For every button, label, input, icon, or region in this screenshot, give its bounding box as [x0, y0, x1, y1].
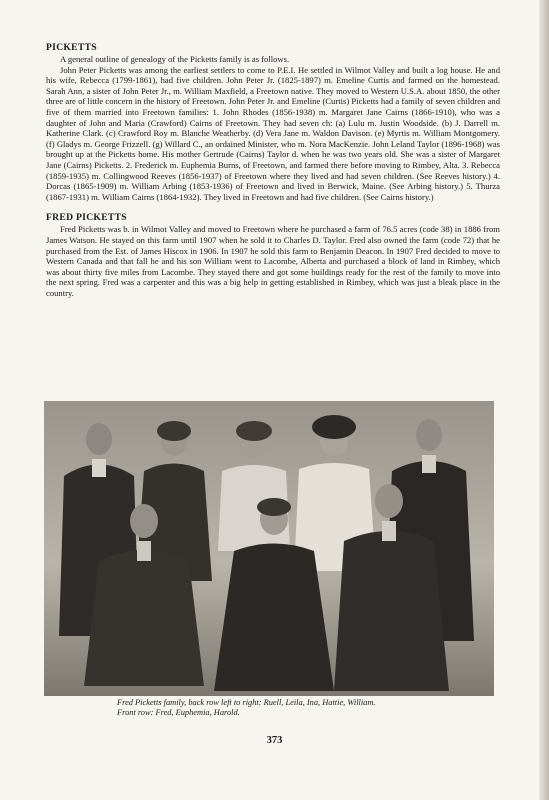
photo-caption-line-2: Front row: Fred, Euphemia, Harold. — [117, 708, 240, 718]
family-photograph — [44, 401, 494, 696]
family-photo-image — [44, 401, 494, 696]
page-number: 373 — [266, 735, 283, 746]
fred-picketts-paragraph: Fred Picketts was b. in Wilmot Valley and moved to Freetown where he purchased a farm of 76.5 acres (code 38) in 1886 from James Watson. He stayed on this farm until 1907 when he sold it to Charles D. Taylor. Fred also owned the farm (code 72) that he purchased from the Est. of James Hiscox in 1906. In 1907 he sold this farm to Benjamin Deacon. In 1907 Fred decided to move to Western Canada and that fall he and his son William went to Lacombe, Alberta and purchased a block of land in Rimbey, which was about thirty five miles from Lacombe. They stayed there and got some buildings ready for the rest of the family to move into the next spring. Fred was a carpenter and this was a big help in getting established in Rimbey, which was just a bleak place in the country. — [46, 224, 500, 298]
book-spine-shadow — [539, 0, 549, 800]
fred-picketts-heading: FRED PICKETTS — [46, 212, 127, 224]
photo-caption-line-1: Fred Picketts family, back row left to right: Ruell, Leila, Ina, Hattie, William. — [117, 698, 376, 707]
text-column — [46, 42, 500, 298]
picketts-intro-paragraph: A general outline of genealogy of the Picketts family is as follows. — [60, 54, 290, 64]
picketts-body-paragraph: John Peter Picketts was among the earliest settlers to come to P.E.I. He settled in Wilmot Valley and built a log house. He and his wife, Rebecca (1799-1861), had five children. John Peter Jr. (1825-1897) m. Emeline Curtis and farmed on the homestead. Sarah Ann, a sister of John Peter Jr., m. William Maxfield, a Freetown native. They moved to Western U.S.A. about 1850, the other three are of little concern in the history of Freetown. John Peter Jr. and Emeline (Curtis) Picketts had a family of seven children and five of them married into Freetown families: 1. John Rhodes (1856-1938) m. Margaret Jane Cairns (1866-1910), who was a daughter of John and Maria (Crawford) Cairns of Freetown. They had seven ch: (a) Lulu m. Justin Woodside. (b) J. Darrell m. Katherine Clark. (c) Crawford Roy m. Blanche Weatherby. (d) Vera Jane m. Waldon Davison. (e) Myrtis m. William Montgomery. (f) Gladys m. George Frizzell. (g) Willard C., an ordained Minister, who m. Nora MacKenzie. John Leland Taylor (1896-1968) was brought up at the Picketts home. His mother Gertrude (Cairns) Taylor d. when he was two years old. She was a sister of Margaret Jane (Cairns) Picketts. 2. Frederick m. Euphemia Burns, of Freetown, and farmed there before moving to Rimbey, Alta. 3. Rebecca (1859-1935) m. Collingwood Reeves (1856-1937) of Freetown where they lived and had seven children. (See Reeves history.) 4. Dorcas (1865-1909) m. William Arbing (1853-1936) of Freetown and lived in Berwick, Maine. (See Arbing history.) 5. Thurza (1867-1931) m. William Cairns (1864-1932). They lived in Freetown and had five children. (See Cairns history.) — [46, 64, 500, 202]
picketts-heading: PICKETTS — [46, 42, 97, 53]
photo-caption — [117, 698, 457, 719]
